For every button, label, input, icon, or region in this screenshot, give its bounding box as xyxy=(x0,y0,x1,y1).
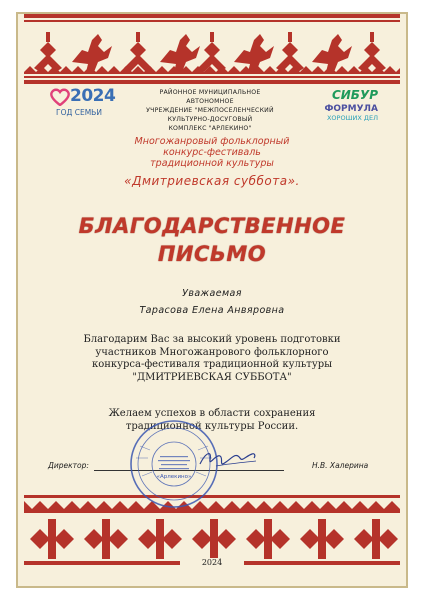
festival-line: Многожанровый фольклорный xyxy=(134,136,290,147)
handwritten-signature xyxy=(196,446,260,472)
wish-line: Желаем успехов в области сохранения xyxy=(108,408,316,419)
org-line: КУЛЬТУРНО-ДОСУГОВЫЙ xyxy=(167,116,253,123)
logo-year-caption: ГОД СЕМЬИ xyxy=(56,108,102,117)
body-line: участников Многожанрового фольклорного xyxy=(95,346,329,358)
stamp-text: «Арлекино» xyxy=(156,474,192,480)
org-line: РАЙОННОЕ МУНИЦИПАЛЬНОЕ АВТОНОМНОЕ xyxy=(159,89,261,105)
festival-line: конкурс-фестиваль xyxy=(163,147,261,158)
festival-description xyxy=(80,136,344,169)
year-of-family-logo xyxy=(50,86,120,126)
director-name: Н.В. Халерина xyxy=(312,461,369,470)
document-title xyxy=(40,212,384,268)
recipient-name: Тарасова Елена Анвяровна xyxy=(139,305,285,316)
sibur-program-line2: ХОРОШИХ ДЕЛ xyxy=(326,114,378,122)
body-line: "ДМИТРИЕВСКАЯ СУББОТА" xyxy=(132,371,292,383)
festival-line: традиционной культуры xyxy=(150,158,274,169)
greeting-block xyxy=(70,285,354,319)
title-line1: БЛАГОДАРСТВЕННОЕ xyxy=(78,214,346,238)
logo-year-number: 2024 xyxy=(70,86,116,106)
organization-header xyxy=(135,88,285,133)
director-label: Директор: xyxy=(48,461,89,470)
sibur-program-line1: ФОРМУЛА xyxy=(324,104,378,114)
sibur-brand: СИБУР xyxy=(331,88,378,102)
greeting: Уважаемая xyxy=(182,288,242,299)
body-line: конкурса-фестиваля традиционной культуры xyxy=(91,359,333,370)
thanks-paragraph xyxy=(70,334,354,384)
certificate-year: 2024 xyxy=(180,558,244,567)
sibur-logo xyxy=(308,88,378,122)
top-ornament xyxy=(24,14,400,84)
heart-icon xyxy=(50,88,70,106)
title-line2: ПИСЬМО xyxy=(157,242,267,266)
wish-line: традиционной культуры России. xyxy=(125,420,299,432)
festival-name: «Дмитриевская суббота». xyxy=(124,174,300,188)
body-line: Благодарим Вас за высокий уровень подготовки xyxy=(83,334,341,345)
org-line: УЧРЕЖДЕНИЕ "МЕЖПОСЕЛЕНЧЕСКИЙ xyxy=(146,107,274,114)
org-line: КОМПЛЕКС "АРЛЕКИНО" xyxy=(168,125,252,132)
